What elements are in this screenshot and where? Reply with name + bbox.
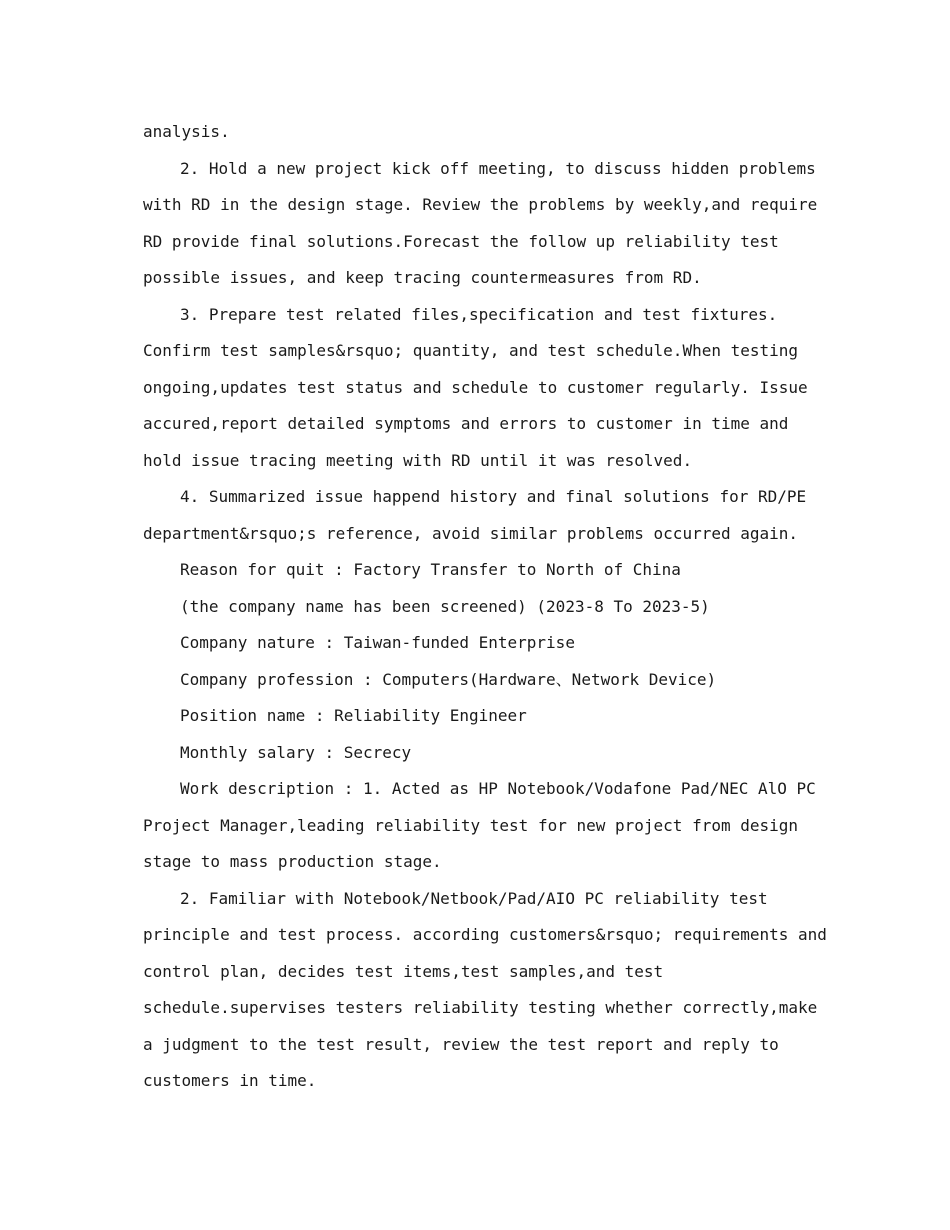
text-line: hold issue tracing meeting with RD until it was resolved. — [143, 450, 693, 470]
reason-for-quit: Reason for quit : Factory Transfer to North of China — [180, 560, 681, 579]
text-line: department&rsquo;s reference, avoid similar problems occurred again. — [143, 523, 799, 543]
work-description: Work description : 1. Acted as HP Notebook/Vodafone Pad/NEC AlO PC — [180, 779, 816, 798]
text-line: a judgment to the test result, review the test report and reply to — [143, 1034, 779, 1054]
text-line: with RD in the design stage. Review the problems by weekly,and require — [143, 195, 818, 214]
text-line: Project Manager,leading reliability test for new project from design — [143, 815, 799, 835]
position-name: Position name : Reliability Engineer — [180, 706, 527, 725]
monthly-salary: Monthly salary : Secrecy — [180, 742, 412, 762]
company-period: (the company name has been screened) (2023-8 To 2023-5) — [180, 596, 710, 616]
text-line: 2. Familiar with Notebook/Netbook/Pad/AIO PC reliability test — [180, 888, 768, 908]
text-line: accured,report detailed symptoms and errors to customer in time and — [143, 414, 789, 433]
text-line: control plan, decides test items,test samples,and test — [143, 961, 664, 981]
text-line: possible issues, and keep tracing countermeasures from RD. — [143, 268, 702, 287]
text-line: 4. Summarized issue happend history and final solutions for RD/PE — [180, 487, 807, 506]
text-line: ongoing,updates test status and schedule to customer regularly. Issue — [143, 377, 808, 397]
text-line: Confirm test samples&rsquo; quantity, and test schedule.When testing — [143, 341, 799, 360]
company-nature: Company nature : Taiwan-funded Enterprise — [180, 633, 575, 652]
document-body — [143, 114, 827, 1100]
text-line: customers in time. — [143, 1071, 317, 1090]
company-profession: Company profession : Computers(Hardware、Network Device) — [180, 669, 717, 689]
text-line: 2. Hold a new project kick off meeting, to discuss hidden problems — [180, 158, 816, 178]
text-line: principle and test process. according customers&rsquo; requirements and — [143, 925, 827, 944]
text-line: RD provide final solutions.Forecast the follow up reliability test — [143, 231, 779, 251]
text-line: stage to mass production stage. — [143, 852, 442, 871]
text-line: analysis. — [143, 122, 230, 141]
text-line: schedule.supervises testers reliability testing whether correctly,make — [143, 998, 818, 1017]
text-line: 3. Prepare test related files,specification and test fixtures. — [180, 304, 778, 324]
